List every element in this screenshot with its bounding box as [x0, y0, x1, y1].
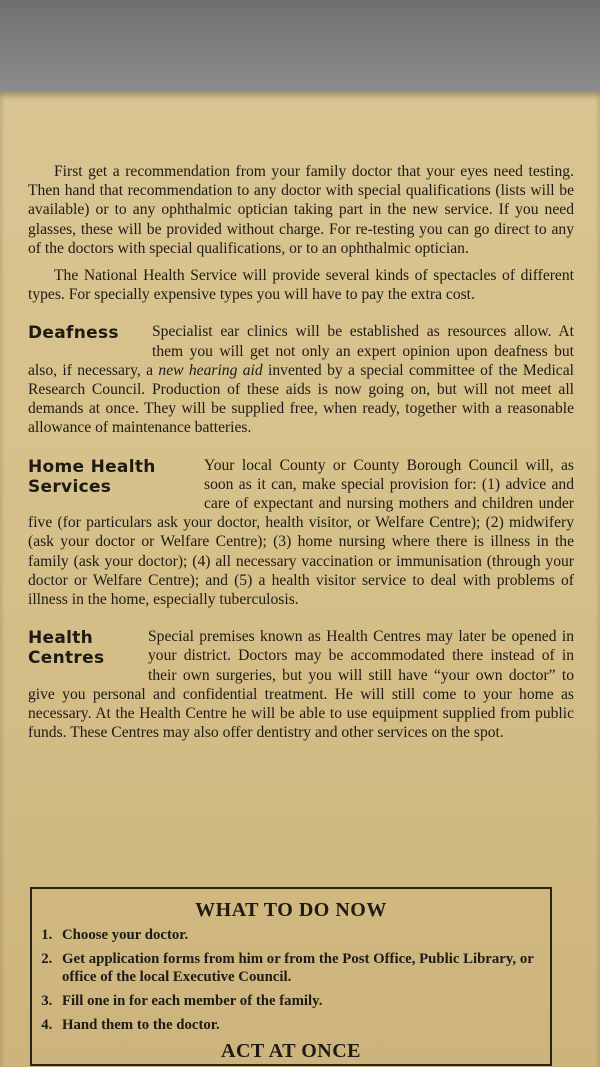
background-band	[0, 0, 600, 92]
home-health-heading-line2: Services	[28, 476, 112, 497]
health-centres-section	[28, 627, 574, 742]
home-health-text: Your local County or County Borough Council will, as soon as it can, make special provision for: (1) advice and care of expectant and nursing mothers and children under five (for particulars ask your doctor, health visitor, or Welfare Centre); (2) midwifery (ask your doctor or Welfare Centre); (3) home nursing where there is illness in the family (ask your doctor); (4) all necessary vaccination or immunisation (through your doctor or Welfare Centre); and (5) a health visitor service to deal with problems of illness in the home, especially tuberculosis.	[28, 456, 574, 609]
what-to-do-box	[30, 887, 552, 1066]
health-centres-heading-line1: Health	[28, 628, 94, 649]
deafness-text-start: Specialist ear clinics will be established as resources allow. At them you will get not only an expert opinion upon deafness but also, if necessary, a	[28, 323, 574, 379]
intro-paragraph-1: First get a recommendation from your family doctor that your eyes need testing. Then hand that recommendation to any doctor with special qualifications (lists will be available) or to any ophthalmic optician taking part in the new service. If you need glasses, these will be provided without charge. For re-testing you can go direct to any of the doctors with special qualifications, or to an ophthalmic optician.	[28, 163, 574, 257]
health-centres-text: Special premises known as Health Centres may later be opened in your district. Doctors may be accommodated there instead of in their own surgeries, but you will still have “your own doctor” to give you personal and confidential treatment. He will still come to your home as necessary. At the Health Centre he will be able to use equipment supplied from public funds. These Centres may also offer dentistry and other services on the spot.	[28, 628, 574, 742]
leaflet-page	[0, 92, 600, 1067]
health-centres-heading	[28, 628, 148, 668]
step-item: 4. Hand them to the doctor.	[56, 1016, 550, 1034]
step-item: 1. Choose your doctor.	[56, 926, 550, 944]
leaflet-body	[28, 162, 574, 742]
home-health-heading	[28, 457, 204, 497]
deafness-text-end: invented by a special committee of the Medical Research Council. Production of these aids is now going on, but will not meet all demands at once. They will be supplied free, when ready, together with a reasonable allowance of maintenance batteries.	[28, 361, 574, 437]
step-item: 2. Get application forms from him or from the Post Office, Public Library, or office of the local Executive Council.	[56, 950, 550, 986]
deafness-heading: Deafness	[28, 323, 119, 344]
deafness-section	[28, 322, 574, 437]
step-item: 3. Fill one in for each member of the family.	[56, 992, 550, 1010]
box-title: WHAT TO DO NOW	[195, 899, 387, 921]
home-health-heading-line1: Home Health	[28, 456, 156, 477]
home-health-section	[28, 456, 574, 610]
box-footer: ACT AT ONCE	[221, 1040, 361, 1062]
steps-list	[32, 926, 550, 1034]
hearing-aid-phrase: new hearing aid	[158, 361, 263, 379]
health-centres-heading-line2: Centres	[28, 648, 105, 669]
intro-paragraph-2: The National Health Service will provide several kinds of spectacles of different types. For specially expensive types you will have to pay the extra cost.	[28, 267, 574, 304]
